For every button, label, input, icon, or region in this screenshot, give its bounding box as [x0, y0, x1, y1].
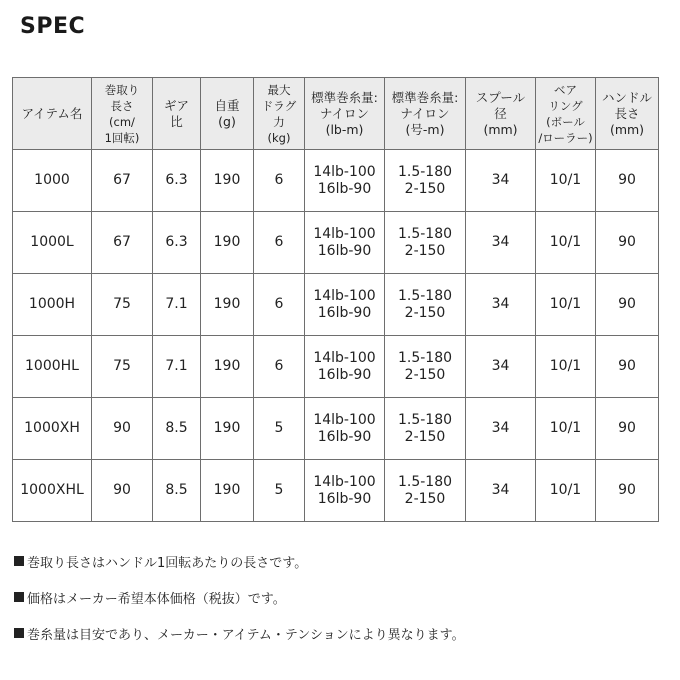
cell-max-drag: 5 — [254, 460, 305, 522]
cell-handle-length: 90 — [596, 460, 659, 522]
cell-line-capacity-go: 1.5-180 2-150 — [385, 212, 466, 274]
cell-max-drag: 6 — [254, 336, 305, 398]
cell-line-capacity-go: 1.5-180 2-150 — [385, 460, 466, 522]
table-row — [13, 336, 659, 398]
cell-spool-diameter: 34 — [466, 212, 536, 274]
bullet-square-icon — [14, 628, 24, 638]
cell-retrieve-length: 90 — [92, 398, 153, 460]
page-title: SPEC — [20, 14, 86, 39]
table-row — [13, 398, 659, 460]
note-item — [14, 588, 465, 606]
cell-gear-ratio: 7.1 — [153, 336, 201, 398]
cell-handle-length: 90 — [596, 150, 659, 212]
cell-line-capacity-lb: 14lb-100 16lb-90 — [305, 336, 385, 398]
cell-gear-ratio: 8.5 — [153, 398, 201, 460]
cell-handle-length: 90 — [596, 274, 659, 336]
cell-bearings: 10/1 — [536, 212, 596, 274]
header-gear-ratio: ギア 比 — [153, 78, 201, 150]
cell-line-capacity-go: 1.5-180 2-150 — [385, 150, 466, 212]
cell-spool-diameter: 34 — [466, 460, 536, 522]
cell-max-drag: 5 — [254, 398, 305, 460]
cell-handle-length: 90 — [596, 336, 659, 398]
cell-gear-ratio: 6.3 — [153, 212, 201, 274]
header-retrieve-length: 巻取り 長さ (cm/ 1回転) — [92, 78, 153, 150]
bullet-square-icon — [14, 592, 24, 602]
header-weight: 自重 (g) — [201, 78, 254, 150]
cell-gear-ratio: 8.5 — [153, 460, 201, 522]
cell-line-capacity-lb: 14lb-100 16lb-90 — [305, 460, 385, 522]
cell-bearings: 10/1 — [536, 150, 596, 212]
header-bearings: ベア リング (ボール /ローラー) — [536, 78, 596, 150]
bullet-square-icon — [14, 556, 24, 566]
cell-handle-length: 90 — [596, 398, 659, 460]
cell-item-name: 1000XHL — [13, 460, 92, 522]
cell-line-capacity-go: 1.5-180 2-150 — [385, 398, 466, 460]
cell-gear-ratio: 7.1 — [153, 274, 201, 336]
cell-max-drag: 6 — [254, 274, 305, 336]
cell-bearings: 10/1 — [536, 460, 596, 522]
cell-spool-diameter: 34 — [466, 398, 536, 460]
note-text: 価格はメーカー希望本体価格（税抜）です。 — [27, 591, 286, 607]
cell-item-name: 1000XH — [13, 398, 92, 460]
note-text: 巻糸量は目安であり、メーカー・アイテム・テンションにより異なります。 — [27, 627, 465, 643]
header-handle-length: ハンドル 長さ (mm) — [596, 78, 659, 150]
cell-weight: 190 — [201, 398, 254, 460]
cell-weight: 190 — [201, 212, 254, 274]
header-line-capacity-go: 標準巻糸量: ナイロン (号-m) — [385, 78, 466, 150]
cell-max-drag: 6 — [254, 212, 305, 274]
cell-spool-diameter: 34 — [466, 150, 536, 212]
cell-item-name: 1000HL — [13, 336, 92, 398]
cell-weight: 190 — [201, 150, 254, 212]
table-row — [13, 460, 659, 522]
note-item — [14, 552, 465, 570]
cell-spool-diameter: 34 — [466, 274, 536, 336]
cell-item-name: 1000 — [13, 150, 92, 212]
cell-bearings: 10/1 — [536, 274, 596, 336]
cell-line-capacity-lb: 14lb-100 16lb-90 — [305, 150, 385, 212]
cell-retrieve-length: 90 — [92, 460, 153, 522]
cell-retrieve-length: 67 — [92, 212, 153, 274]
table-row — [13, 150, 659, 212]
cell-line-capacity-go: 1.5-180 2-150 — [385, 274, 466, 336]
note-text: 巻取り長さはハンドル1回転あたりの長さです。 — [27, 555, 308, 571]
note-item — [14, 624, 465, 642]
spec-table — [12, 77, 659, 522]
cell-weight: 190 — [201, 336, 254, 398]
cell-item-name: 1000L — [13, 212, 92, 274]
header-item-name: アイテム名 — [13, 78, 92, 150]
cell-retrieve-length: 67 — [92, 150, 153, 212]
cell-retrieve-length: 75 — [92, 274, 153, 336]
cell-gear-ratio: 6.3 — [153, 150, 201, 212]
cell-max-drag: 6 — [254, 150, 305, 212]
cell-item-name: 1000H — [13, 274, 92, 336]
cell-spool-diameter: 34 — [466, 336, 536, 398]
cell-line-capacity-lb: 14lb-100 16lb-90 — [305, 212, 385, 274]
cell-line-capacity-go: 1.5-180 2-150 — [385, 336, 466, 398]
table-row — [13, 274, 659, 336]
header-line-capacity-lb: 標準巻糸量: ナイロン (lb-m) — [305, 78, 385, 150]
table-header-row — [13, 78, 659, 150]
cell-weight: 190 — [201, 460, 254, 522]
notes — [14, 552, 465, 660]
header-max-drag: 最大 ドラグ 力 (kg) — [254, 78, 305, 150]
header-spool-diameter: スプール 径 (mm) — [466, 78, 536, 150]
cell-retrieve-length: 75 — [92, 336, 153, 398]
cell-weight: 190 — [201, 274, 254, 336]
table-row — [13, 212, 659, 274]
cell-handle-length: 90 — [596, 212, 659, 274]
cell-bearings: 10/1 — [536, 336, 596, 398]
cell-line-capacity-lb: 14lb-100 16lb-90 — [305, 274, 385, 336]
cell-line-capacity-lb: 14lb-100 16lb-90 — [305, 398, 385, 460]
cell-bearings: 10/1 — [536, 398, 596, 460]
